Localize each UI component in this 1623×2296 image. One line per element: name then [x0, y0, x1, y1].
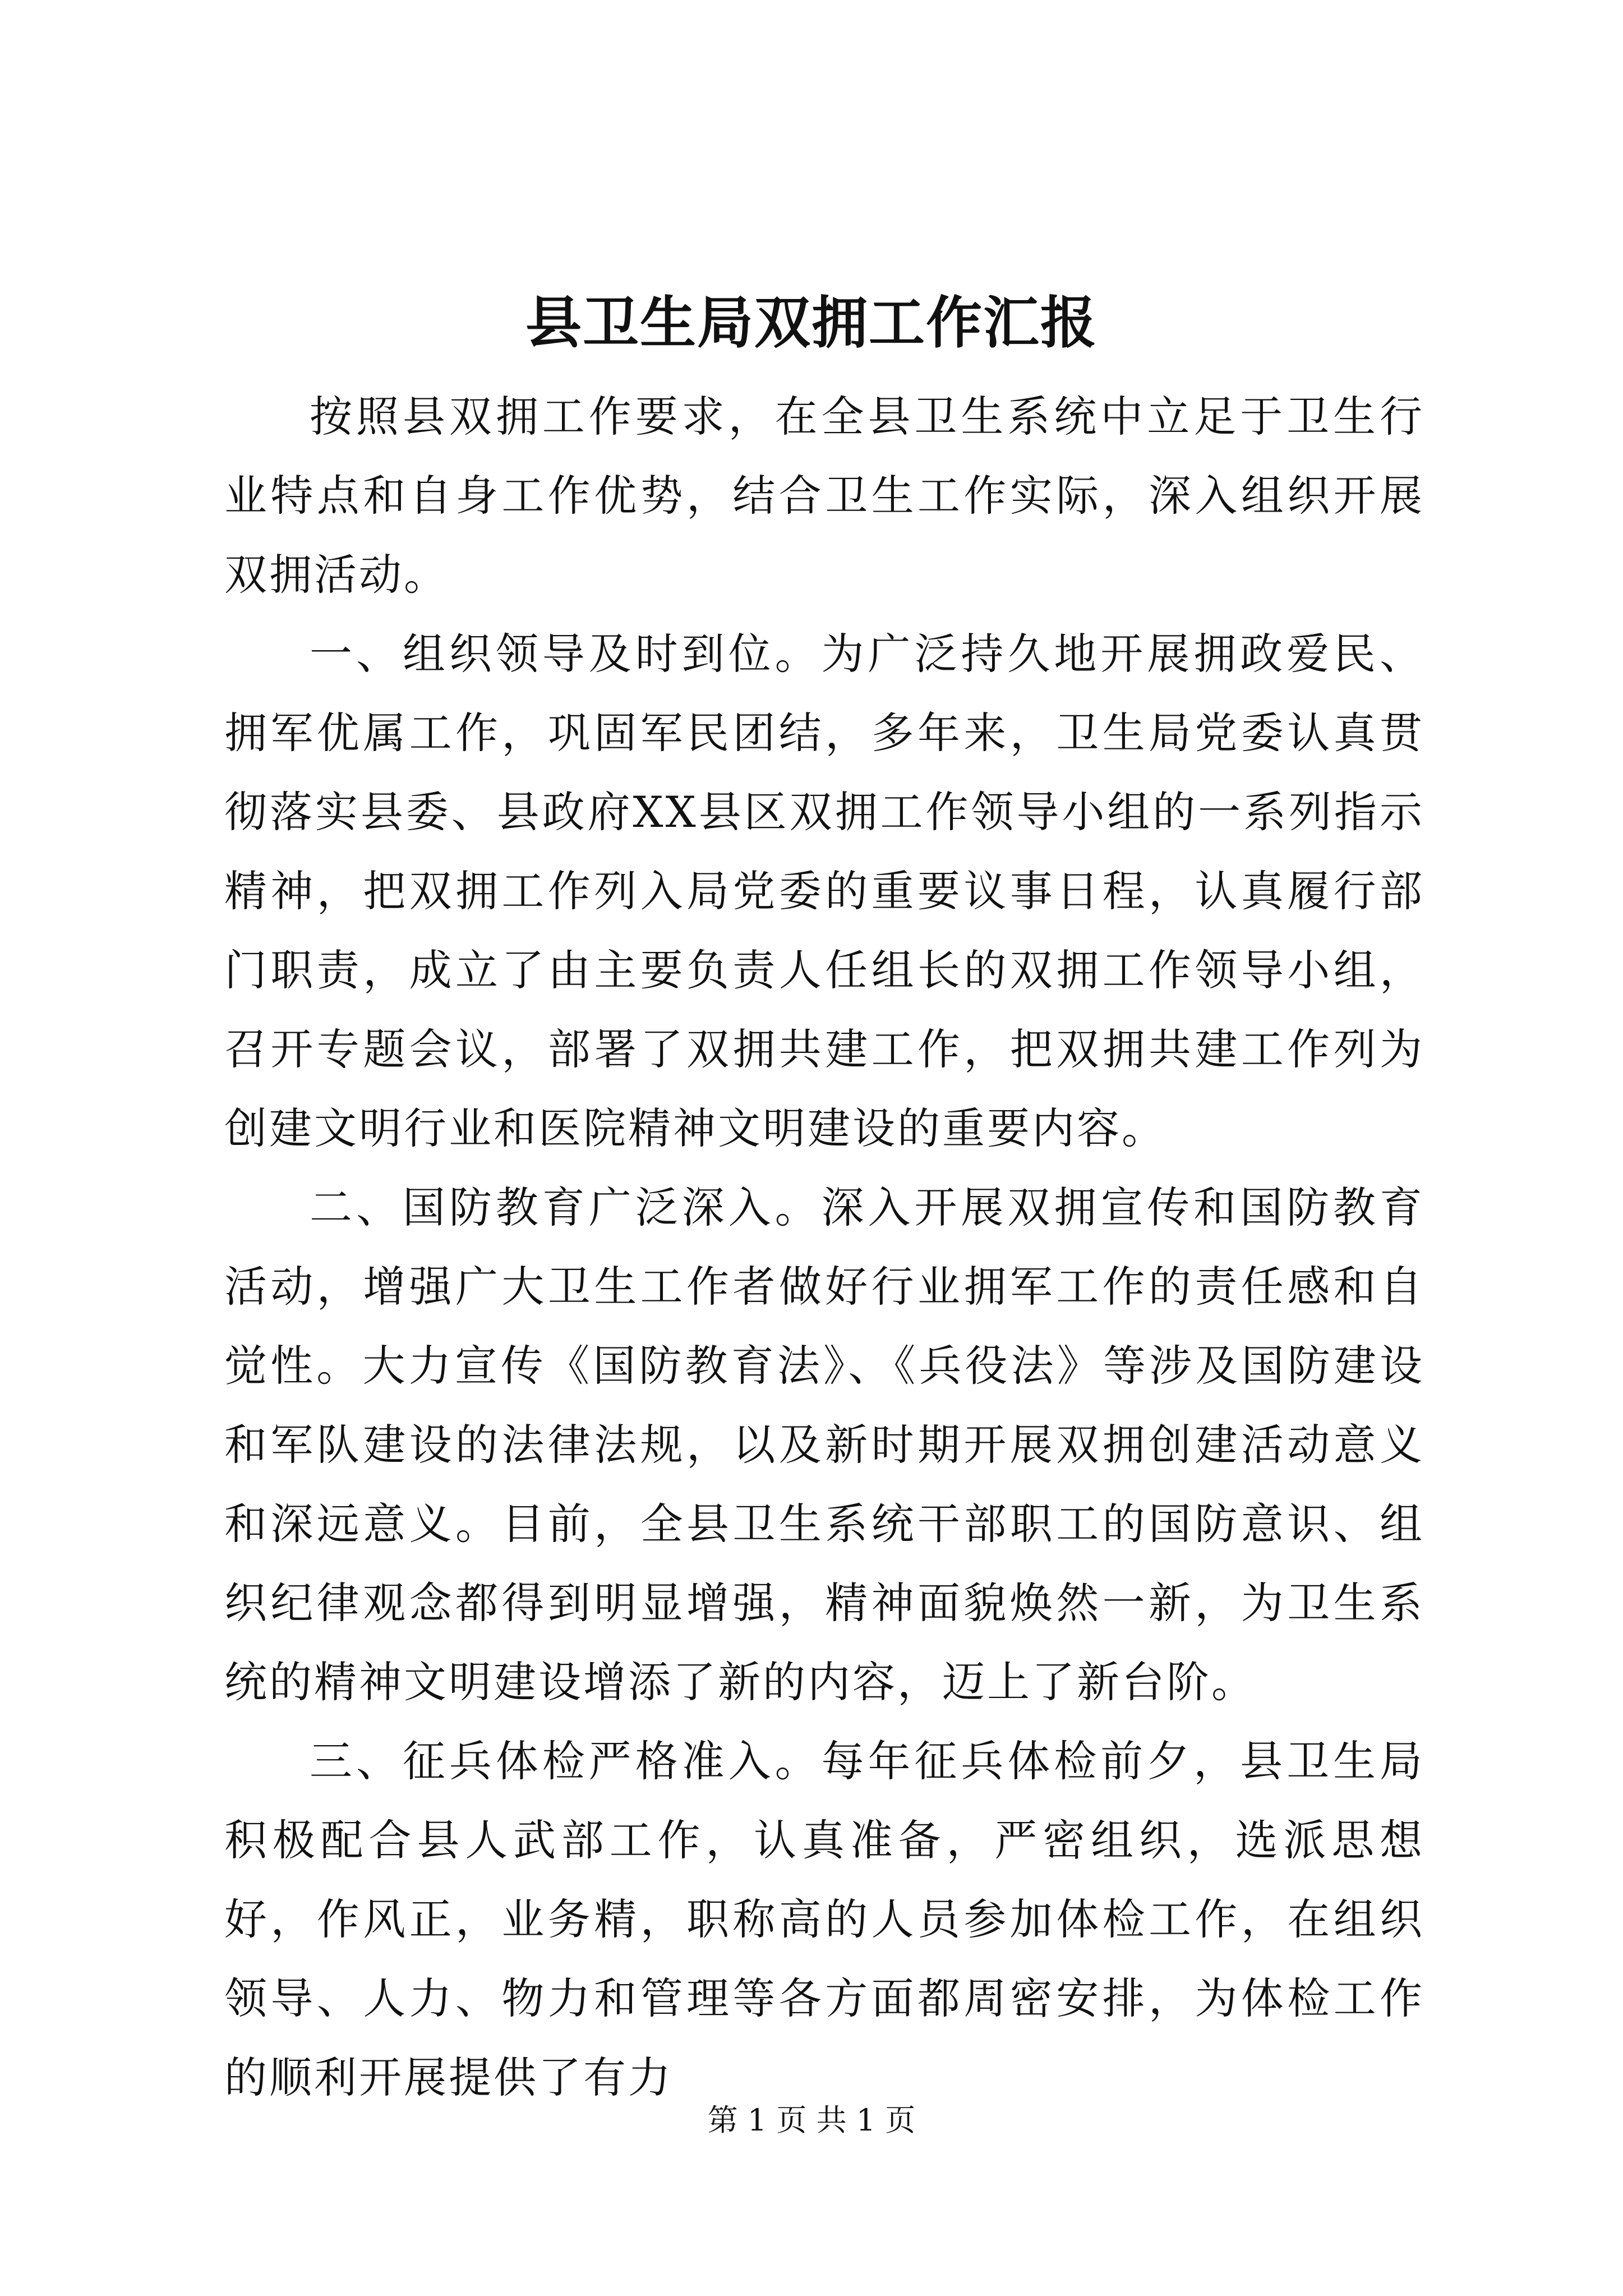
document-body	[224, 377, 1424, 2117]
document-title: 县卫生局双拥工作汇报	[525, 289, 1098, 356]
page-number-footer: 第 1 页 共 1 页	[707, 2102, 916, 2138]
paragraph-section-3: 三、征兵体检严格准入。每年征兵体检前夕，县卫生局积极配合县人武部工作，认真准备，严密组织，选派思想好，作风正，业务精，职称高的人员参加体检工作，在组织领导、人力、物力和管理等各方面都周密安排，为体检工作的顺利开展提供了有力	[224, 1736, 1424, 2102]
paragraph-section-1: 一、组织领导及时到位。为广泛持久地开展拥政爱民、拥军优属工作，巩固军民团结，多年来，卫生局党委认真贯彻落实县委、县政府XX县区双拥工作领导小组的一系列指示精神，把双拥工作列入局党委的重要议事日程，认真履行部门职责，成立了由主要负责人任组长的双拥工作领导小组，召开专题会议，部署了双拥共建工作，把双拥共建工作列为创建文明行业和医院精神文明建设的重要内容。	[224, 629, 1424, 1153]
paragraph-intro: 按照县双拥工作要求，在全县卫生系统中立足于卫生行业特点和自身工作优势，结合卫生工作实际，深入组织开展双拥活动。	[224, 392, 1424, 600]
paragraph-section-2: 二、国防教育广泛深入。深入开展双拥宣传和国防教育活动，增强广大卫生工作者做好行业拥军工作的责任感和自觉性。大力宣传《国防教育法》、《兵役法》等涉及国防建设和军队建设的法律法规，以及新时期开展双拥创建活动意义和深远意义。目前，全县卫生系统干部职工的国防意识、组织纪律观念都得到明显增强，精神面貌焕然一新，为卫生系统的精神文明建设增添了新的内容，迈上了新台阶。	[224, 1182, 1424, 1707]
